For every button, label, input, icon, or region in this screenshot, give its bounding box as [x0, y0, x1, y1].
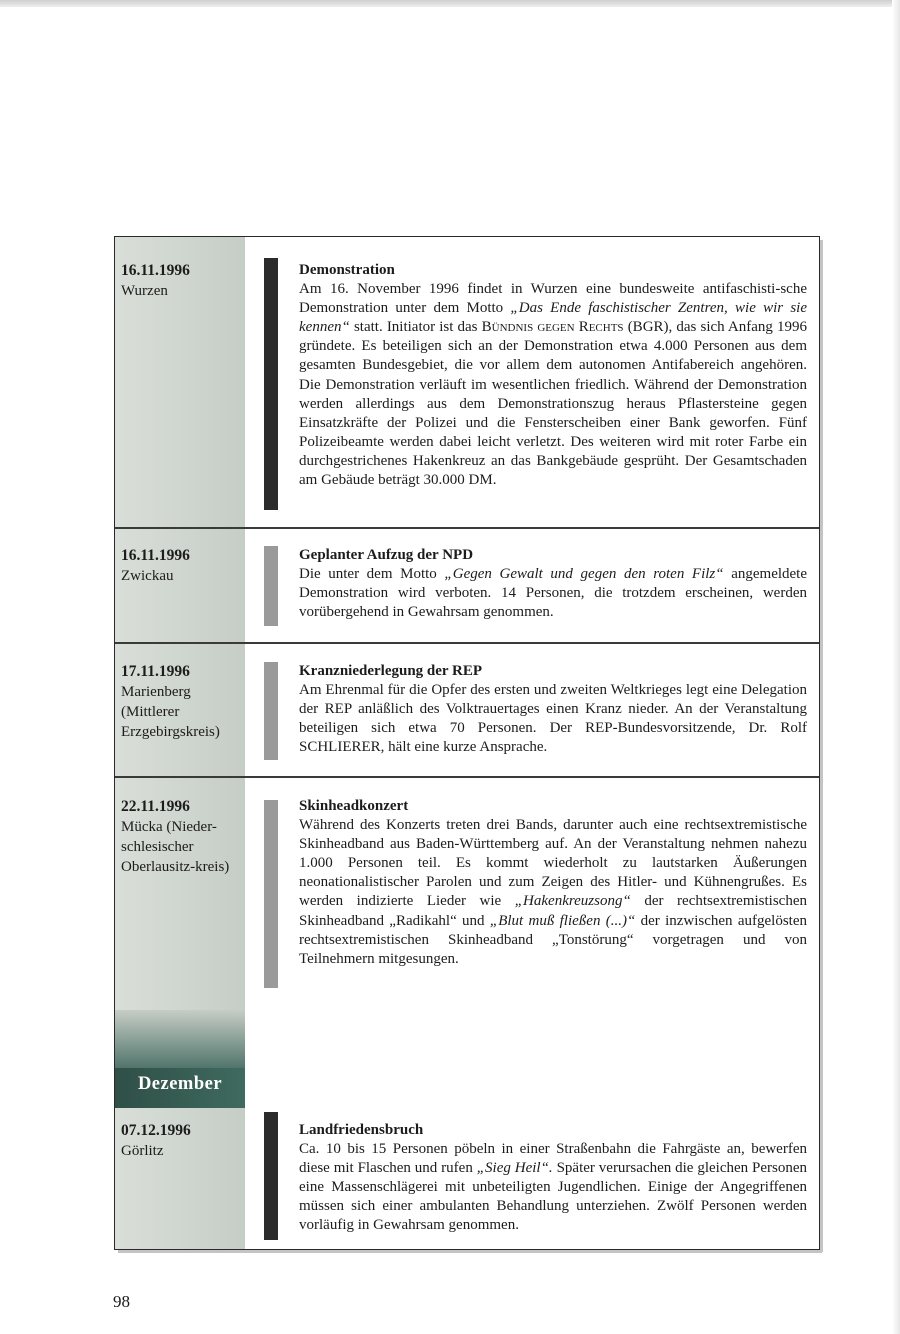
entry-title: Kranzniederlegung der REP — [299, 663, 483, 679]
entry-body: Am Ehrenmal für die Opfer des ersten und zweiten Weltkrieges legt eine Delegation der REP anläßlich des Volktrauertages einen Kranz nieder. An der Veranstaltung beteiligen sich etwa 70 Personen. Der REP-Bundesvorsitzende, Dr. Rolf SCHLIERER, hält eine kurze Ansprache. — [299, 682, 807, 756]
entry-date: 17.11.1996 — [121, 663, 190, 680]
page-top-edge — [0, 0, 900, 7]
entry-title: Demonstration — [299, 262, 395, 278]
entry-date: 16.11.1996 — [121, 262, 190, 279]
entry-body: Ca. 10 bis 15 Personen pöbeln in einer Straßenbahn die Fahrgäste an, bewerfen diese mit Flaschen und rufen „Sieg Heil“. Später verursachen die gleichen Personen eine Massenschlägerei mit unbeteiligten Jugendlichen. Einige der Angegriffenen müssen sich einer ambulanten Behandlung unterziehen. Zwölf Personen werden vorläufig in Gewahrsam genommen. — [299, 1141, 808, 1234]
month-header: Dezember — [137, 1074, 223, 1094]
entry — [299, 261, 807, 490]
entry-date: 16.11.1996 — [121, 547, 190, 564]
page-right-edge — [892, 0, 900, 1334]
entry-place: Zwickau — [121, 568, 174, 584]
entry — [299, 546, 807, 622]
entry-marker-bar — [264, 800, 278, 988]
entry-marker-bar — [264, 1112, 278, 1240]
entry — [299, 797, 807, 969]
entry-date: 07.12.1996 — [121, 1122, 191, 1139]
entry-title: Landfriedensbruch — [299, 1122, 424, 1138]
entry-separator — [115, 527, 819, 529]
entry-separator — [115, 642, 819, 644]
entry — [299, 662, 807, 757]
entry — [299, 1121, 807, 1236]
entry-marker-bar — [264, 662, 278, 760]
entry-body: Am 16. November 1996 findet in Wurzen eine bundesweite antifaschisti-sche Demonstration unter dem Motto „Das Ende faschistischer Zentren, wie wir sie kennen“ statt. Initiator ist das Bündnis gegen Rechts (BGR), das sich Anfang 1996 gründete. Es beteiligen sich an der Demonstration etwa 4.000 Personen aus dem gesamten Bundesgebiet, die vor allem dem autonomen Antifabereich angehören. Die Demonstration verläuft im wesentlichen friedlich. Während der Demonstration werden allerdings aus dem Demonstrationszug heraus Pflastersteine gegen Einsatzkräfte der Polizei und die Fensterscheiben einer Bank geworfen. Fünf Polizeibeamte werden dabei leicht verletzt. Des weiteren wird mit roter Farbe ein durchgestrichenes Hakenkreuz an das Bankgebäude gesprüht. Der Gesamtschaden am Gebäude beträgt 30.000 DM. — [299, 281, 808, 489]
page-number: 98 — [113, 1292, 130, 1311]
entry-date-block — [121, 797, 246, 877]
entry-date: 22.11.1996 — [121, 798, 190, 815]
entry-title: Geplanter Aufzug der NPD — [299, 547, 474, 563]
entry-title: Skinheadkonzert — [299, 798, 409, 814]
entry-marker-bar — [264, 546, 278, 626]
entry-place: Görlitz — [121, 1143, 164, 1159]
entry-date-block — [121, 261, 246, 301]
entry-body: Die unter dem Motto „Gegen Gewalt und gegen den roten Filz“ angemeldete Demonstration wird verboten. 14 Personen, die trotzdem erscheinen, werden vorübergehend in Gewahrsam genommen. — [299, 566, 808, 621]
entry-date-block — [121, 662, 246, 742]
frame-shadow — [820, 240, 823, 1252]
entry-separator — [115, 776, 819, 778]
entry-date-block — [121, 1121, 246, 1161]
entry-body: Während des Konzerts treten drei Bands, darunter auch eine rechtsextremistische Skinheadband aus Baden-Württemberg auf. An der Veranstaltung nehmen nahezu 1.000 Personen teil. Es kommt wiederholt zu lautstarken Äußerungen neonationalistischer Parolen und zum Zeigen des Hitler- und Kühnengrußes. Es werden indizierte Lieder wie „Hakenkreuzsong“ der rechtsextremistischen Skinheadband „Radikahl“ und „Blut muß fließen (...)“ der inzwischen aufgelösten rechtsextremistischen Skinheadband „Tonstörung“ vorgetragen und von Teilnehmern mitgesungen. — [299, 817, 807, 967]
entry-date-block — [121, 546, 246, 586]
frame-shadow — [118, 1250, 822, 1253]
entry-place: Mücka (Nieder-schlesischer Oberlausitz-kreis) — [121, 819, 230, 875]
entry-place: Marienberg (Mittlerer Erzgebirgskreis) — [121, 684, 220, 740]
entry-place: Wurzen — [121, 283, 168, 299]
entry-marker-bar — [264, 258, 278, 510]
